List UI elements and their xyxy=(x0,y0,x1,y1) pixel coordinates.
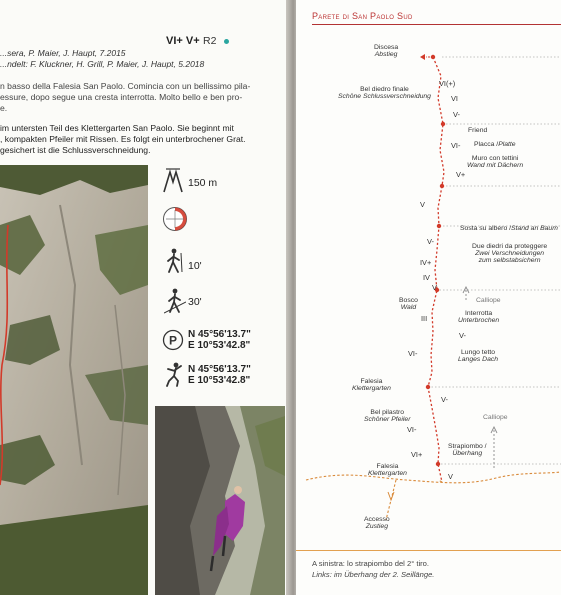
page-title: Parete di San Paolo Sud xyxy=(312,11,413,21)
label-bosco: Bosco Wald xyxy=(399,297,418,311)
grade-15: VI+ xyxy=(411,450,423,459)
label-sosta: Sosta su albero /Stand an Baum xyxy=(460,225,558,232)
credits-line-2: ...ndelt: F. Kluckner, H. Grill, P. Maier, J. Haupt, 5.2018 xyxy=(0,59,205,69)
route-height: 150 m xyxy=(188,177,218,189)
text-de-1: im untersten Teil des Klettergarten San Paolo. Sie beginnt mit xyxy=(0,123,234,133)
label-strapiombo: Strapiombo / Überhang xyxy=(448,443,487,457)
climber-photo xyxy=(155,406,285,595)
grade-6: V- xyxy=(427,237,434,246)
label-discesa: Discesa Abstieg xyxy=(374,44,399,58)
label-calliope-1: Calliope xyxy=(476,297,501,304)
grade-8: IV xyxy=(423,273,430,282)
label-interrotta: Interrotta Unterbrochen xyxy=(458,310,500,324)
caption-it: A sinistra: lo strapiombo del 2° tiro. xyxy=(312,559,429,568)
route-grade: VI+ V+ xyxy=(166,35,200,47)
approach-walker-icon xyxy=(164,248,184,274)
text-de-2: , kompakten Pfeiler mit Rissen. Es folgt ein unterbrochener Grat. xyxy=(0,134,246,144)
info-panel xyxy=(160,166,292,406)
label-friend: Friend xyxy=(468,127,488,134)
text-it-1: n basso della Falesia San Paolo. Comincia con un bellissimo pila- xyxy=(0,81,251,91)
descent-walker-icon xyxy=(164,288,186,314)
parking-icon xyxy=(162,329,184,351)
label-falesia-2: Falesia Klettergarten xyxy=(368,463,407,477)
label-falesia-1: Falesia Klettergarten xyxy=(352,378,391,392)
parking-lon: E 10°53'42.8" xyxy=(188,340,251,351)
grade-5: V xyxy=(420,200,425,209)
label-accesso: Accesso Zustieg xyxy=(364,516,390,530)
descent-arrow-icon xyxy=(420,54,425,60)
label-bel-pilastro: Bel pilastro Schöner Pfeiler xyxy=(364,409,411,423)
start-lon: E 10°53'42.8" xyxy=(188,375,251,386)
cliff-photo xyxy=(0,165,148,595)
grade-13: V- xyxy=(441,395,448,404)
label-bel-diedro: Bel diedro finale Schöne Schlussverschneidung xyxy=(338,86,431,100)
caption-de: Links: im Überhang der 2. Seillänge. xyxy=(312,570,435,579)
altitude-icon xyxy=(162,168,184,194)
grade-16: V xyxy=(448,472,453,481)
grade-9: V xyxy=(432,283,437,292)
descent-time: 30' xyxy=(188,296,202,308)
grade-10: III xyxy=(421,314,428,323)
parking-lat: N 45°56'13.7" xyxy=(188,329,251,340)
svg-text:P: P xyxy=(168,333,178,348)
start-lat: N 45°56'13.7" xyxy=(188,364,251,375)
label-lungo-tetto: Lungo tetto Langes Dach xyxy=(458,349,499,363)
grade-7: IV+ xyxy=(420,258,432,267)
grade-11: V- xyxy=(459,331,466,340)
grade-14: VI- xyxy=(407,425,417,434)
approach-time: 10' xyxy=(188,260,202,272)
protection-rating: R2 xyxy=(203,35,217,47)
credits-line-1: ...sera, P. Maier, J. Haupt, 7.2015 xyxy=(0,48,126,58)
grade-12: VI- xyxy=(408,349,418,358)
text-it-3: e. xyxy=(0,103,8,113)
label-calliope-2: Calliope xyxy=(483,414,508,421)
orientation-compass-icon xyxy=(162,206,188,232)
label-placca: Placca /Platte xyxy=(474,141,516,148)
grade-2: V- xyxy=(453,110,460,119)
text-it-2: essure, dopo segue una cresta interrotta. Molto bello e ben pro- xyxy=(0,92,243,102)
right-page xyxy=(296,0,561,595)
accent-dot-icon xyxy=(224,39,229,44)
label-due-diedri: Due diedri da proteggere Zwei Verschneidungen zum selbstabsichern xyxy=(472,243,548,264)
grade-3: VI- xyxy=(451,141,461,150)
approach-path xyxy=(306,472,561,520)
grade-1: VI xyxy=(451,94,458,103)
grade-4: V+ xyxy=(456,170,466,179)
label-muro: Muro con tettini Wand mit Dächern xyxy=(467,155,524,169)
text-de-3: gesichert ist die Schlussverschneidung. xyxy=(0,145,151,155)
climber-icon xyxy=(162,361,186,387)
grade-0: VI(+) xyxy=(439,79,456,88)
route-line xyxy=(428,57,444,482)
caption-divider xyxy=(296,550,561,551)
